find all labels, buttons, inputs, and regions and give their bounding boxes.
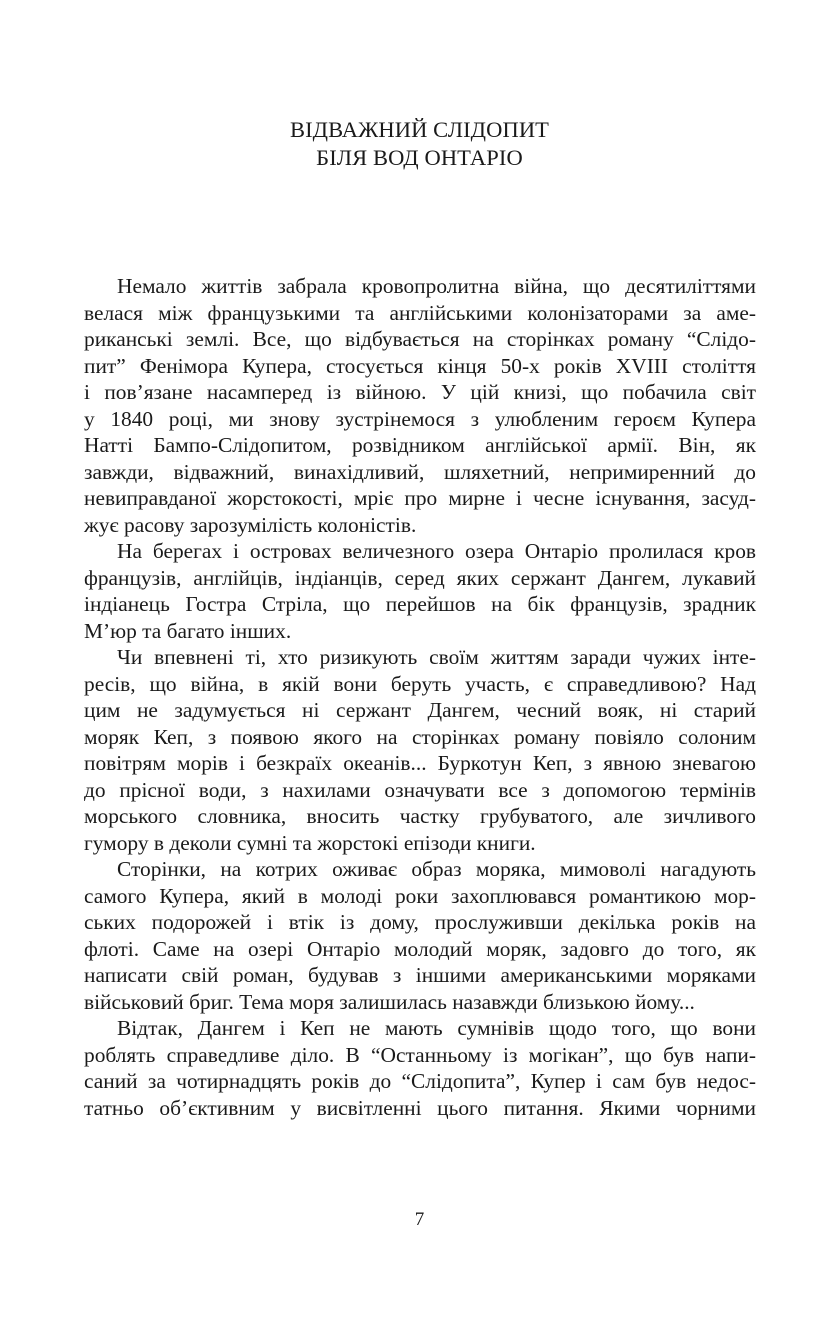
body-text [84, 273, 756, 1121]
page-number: 7 [414, 1209, 425, 1230]
text-line: моряк Кеп, з появою якого на сторінках роману повіяло солоним [84, 724, 756, 749]
text-line: і пов’язане насамперед із війною. У цій книзі, що побачила світ [84, 380, 756, 404]
text-line: велася між французькими та англійськими колонізаторами за аме- [84, 300, 756, 325]
text-line: Натті Бампо-Слідопитом, розвідником англійської армії. Він, як [84, 433, 756, 457]
text-line: морського словника, вносить частку грубуватого, але зичливого [84, 804, 756, 828]
text-line: гумору в деколи сумні та жорстокі епізоди книги. [84, 830, 536, 855]
text-line: Сторінки, на котрих оживає образ моряка, мимоволі нагадують [117, 857, 756, 881]
text-line: татньо об’єктивним у висвітленні цього питання. Якими чорними [84, 1095, 756, 1120]
text-line: французів, англійців, індіанців, серед яких сержант Дангем, лукавий [84, 565, 756, 590]
chapter-title [0, 116, 839, 172]
text-line: військовий бриг. Тема моря залишилась назавжди близькою йому... [84, 989, 695, 1014]
text-line: М’юр та багато інших. [84, 618, 292, 643]
text-line: ресів, що війна, в якій вони беруть участь, є справедливою? Над [84, 671, 756, 696]
text-line: риканські землі. Все, що відбувається на сторінках роману “Слідо- [84, 327, 756, 351]
text-line: пит” Фенімора Купера, стосується кінця 50-х років XVIII століття [84, 353, 756, 378]
text-line: написати свій роман, будував з іншими американськими моряками [84, 963, 756, 987]
text-line: флоті. Саме на озері Онтаріо молодий моряк, задовго до того, як [84, 936, 756, 961]
paragraph [84, 856, 756, 1015]
text-line: невиправданої жорстокості, мріє про мирне і чесне існування, засуд- [84, 486, 756, 510]
text-line: Немало життів забрала кровопролитна війна, що десятиліттями [117, 274, 756, 298]
text-line: Чи впевнені ті, хто ризикують своїм життям заради чужих інте- [117, 645, 756, 669]
text-line: завжди, відважний, винахідливий, шляхетний, непримиренний до [84, 459, 756, 484]
text-line: повітрям морів і безкраїх океанів... Буркотун Кеп, з явною зневагою [84, 751, 756, 775]
text-line: Відтак, Дангем і Кеп не мають сумнівів щодо того, що вони [117, 1016, 756, 1040]
text-line: жує расову зарозумілість колоністів. [84, 512, 417, 537]
paragraph [84, 273, 756, 538]
paragraph [84, 538, 756, 644]
text-line: саний за чотирнадцять років до “Слідопита”, Купер і сам був недос- [84, 1069, 756, 1093]
paragraph [84, 1015, 756, 1121]
text-line: роблять справедливе діло. В “Останньому із могікан”, що був напи- [84, 1042, 756, 1067]
text-line: самого Купера, який в молоді роки захоплювався романтикою мор- [84, 883, 756, 908]
chapter-title-line-2: БІЛЯ ВОД ОНТАРІО [316, 145, 523, 170]
text-line: у 1840 році, ми знову зустрінемося з улюбленим героєм Купера [84, 406, 756, 431]
chapter-title-line-1: ВІДВАЖНИЙ СЛІДОПИТ [289, 117, 550, 142]
text-line: На берегах і островах величезного озера Онтаріо пролилася кров [117, 539, 756, 563]
text-line: індіанець Гостра Стріла, що перейшов на бік французів, зрадник [84, 592, 756, 616]
paragraph [84, 644, 756, 856]
text-line: ських подорожей і втік із дому, прослуживши декілька років на [84, 910, 756, 934]
text-line: до прісної води, з нахилами означувати все з допомогою термінів [84, 777, 756, 802]
text-line: цим не задумується ні сержант Дангем, чесний вояк, ні старий [84, 698, 756, 722]
